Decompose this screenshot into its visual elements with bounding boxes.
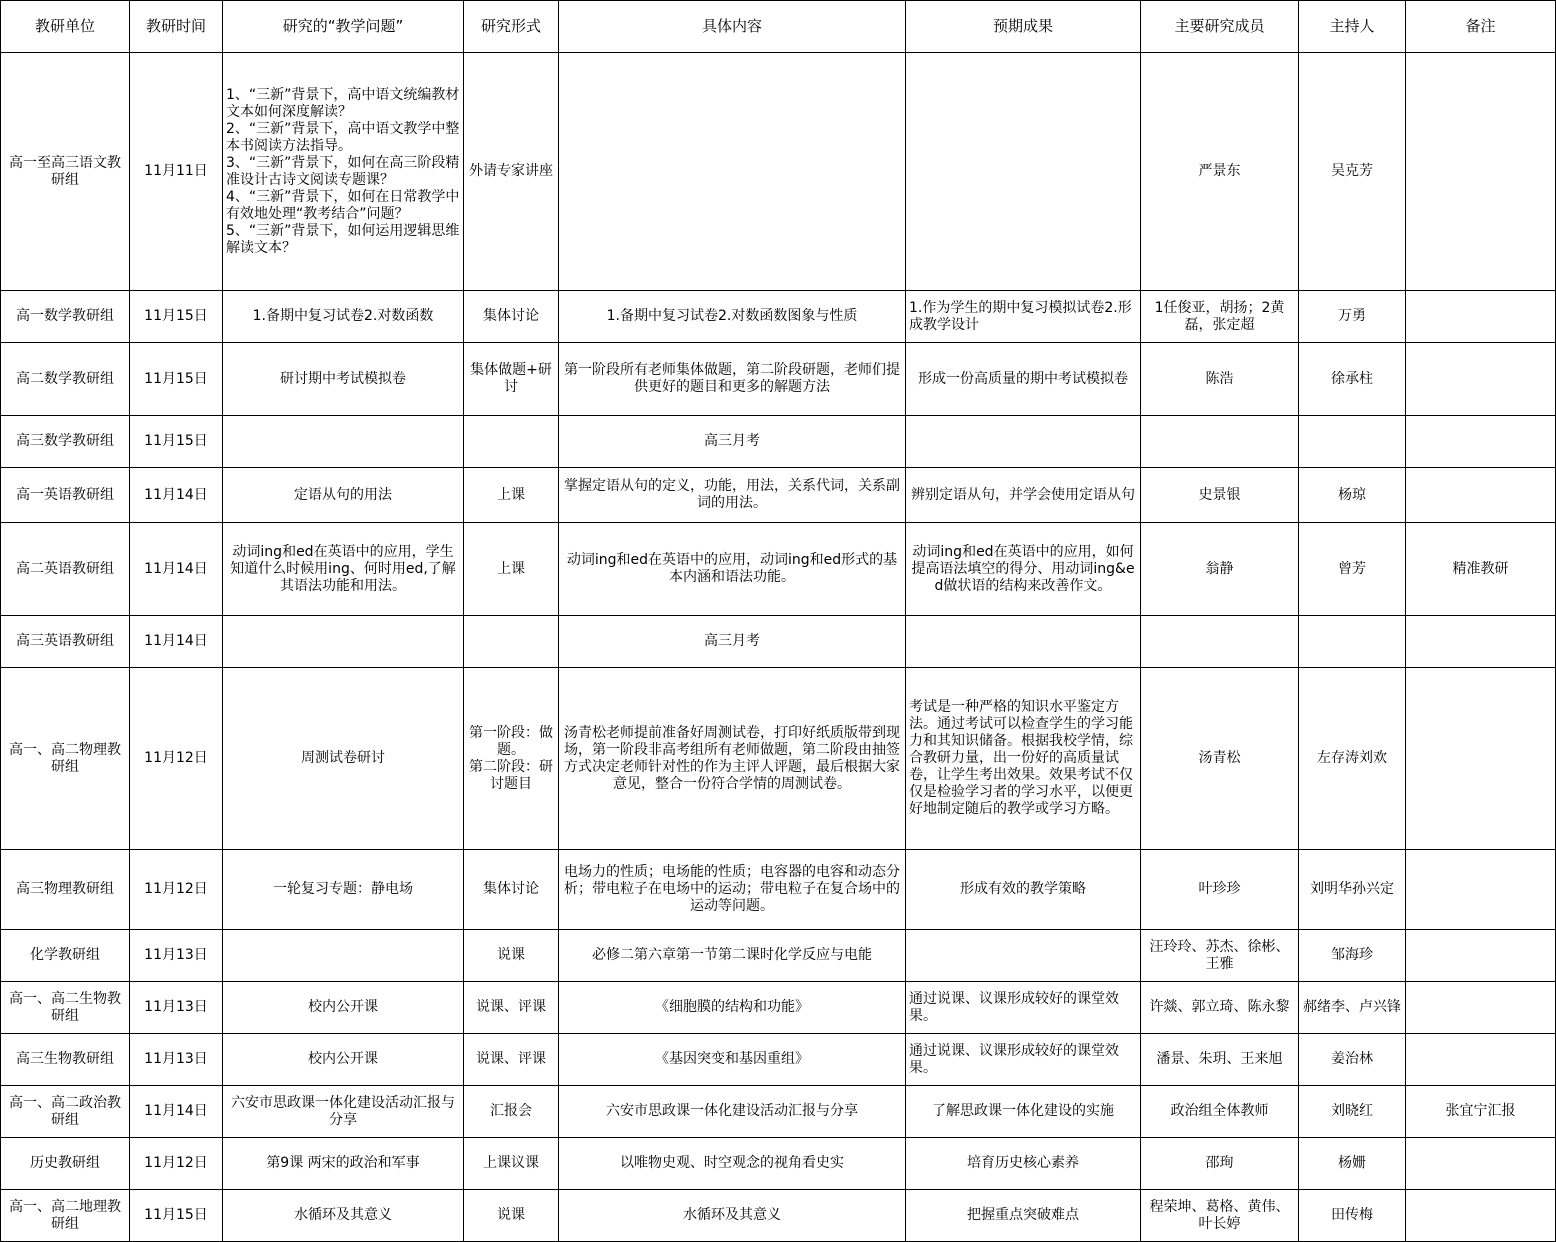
problem-cell: 校内公开课	[223, 1034, 464, 1086]
note-cell	[1406, 291, 1556, 343]
table-row	[1, 53, 1556, 291]
table-row	[1, 1034, 1556, 1086]
header-cell: 备注	[1406, 1, 1556, 53]
table-row	[1, 343, 1556, 416]
note-cell	[1406, 850, 1556, 930]
content-cell: 高三月考	[559, 616, 906, 668]
form-cell: 上课	[464, 468, 559, 523]
unit-cell: 高一数学教研组	[1, 291, 130, 343]
host-cell: 邹海珍	[1299, 930, 1406, 982]
unit-cell: 高二英语教研组	[1, 523, 130, 616]
problem-cell: 水循环及其意义	[223, 1190, 464, 1242]
members-cell: 叶珍珍	[1141, 850, 1299, 930]
problem-cell	[223, 930, 464, 982]
time-cell: 11月13日	[130, 930, 223, 982]
host-cell	[1299, 416, 1406, 468]
problem-cell: 一轮复习专题：静电场	[223, 850, 464, 930]
table-row	[1, 668, 1556, 850]
content-cell: 汤青松老师提前准备好周测试卷，打印好纸质版带到现场，第一阶段非高考组所有老师做题，第二阶段由抽签方式决定老师针对性的作为主评人评题，最后根据大家意见，整合一份符合学情的周测试卷。	[559, 668, 906, 850]
table-row	[1, 468, 1556, 523]
unit-cell: 化学教研组	[1, 930, 130, 982]
time-cell: 11月15日	[130, 1190, 223, 1242]
host-cell: 万勇	[1299, 291, 1406, 343]
content-cell	[559, 53, 906, 291]
content-cell: 高三月考	[559, 416, 906, 468]
outcome-cell: 辨别定语从句，并学会使用定语从句	[906, 468, 1141, 523]
outcome-cell: 把握重点突破难点	[906, 1190, 1141, 1242]
problem-cell: 动词ing和ed在英语中的应用，学生知道什么时候用ing、何时用ed,了解其语法功能和用法。	[223, 523, 464, 616]
note-cell	[1406, 468, 1556, 523]
members-cell	[1141, 616, 1299, 668]
content-cell: 六安市思政课一体化建设活动汇报与分享	[559, 1086, 906, 1138]
members-cell: 政治组全体教师	[1141, 1086, 1299, 1138]
note-cell	[1406, 668, 1556, 850]
time-cell: 11月14日	[130, 1086, 223, 1138]
form-cell	[464, 416, 559, 468]
form-cell: 汇报会	[464, 1086, 559, 1138]
problem-cell: 第9课 两宋的政治和军事	[223, 1138, 464, 1190]
host-cell: 刘晓红	[1299, 1086, 1406, 1138]
unit-cell: 高一、高二地理教研组	[1, 1190, 130, 1242]
host-cell: 田传梅	[1299, 1190, 1406, 1242]
host-cell: 左存涛刘欢	[1299, 668, 1406, 850]
problem-cell: 周测试卷研讨	[223, 668, 464, 850]
problem-cell: 六安市思政课一体化建设活动汇报与分享	[223, 1086, 464, 1138]
outcome-cell: 考试是一种严格的知识水平鉴定方法。通过考试可以检查学生的学习能力和其知识储备。根据我校学情，综合教研力量，出一份好的高质量试卷，让学生考出效果。效果考试不仅仅是检验学习者的学习水平，以便更好地制定随后的教学或学习方略。	[906, 668, 1141, 850]
header-cell: 主持人	[1299, 1, 1406, 53]
header-cell: 教研单位	[1, 1, 130, 53]
time-cell: 11月13日	[130, 982, 223, 1034]
outcome-cell: 动词ing和ed在英语中的应用，如何提高语法填空的得分、用动词ing&ed做状语的结构来改善作文。	[906, 523, 1141, 616]
members-cell: 史景银	[1141, 468, 1299, 523]
header-cell: 主要研究成员	[1141, 1, 1299, 53]
host-cell: 曾芳	[1299, 523, 1406, 616]
time-cell: 11月15日	[130, 291, 223, 343]
problem-cell: 研讨期中考试模拟卷	[223, 343, 464, 416]
members-cell: 程荣坤、葛格、黄伟、叶长婷	[1141, 1190, 1299, 1242]
form-cell: 上课议课	[464, 1138, 559, 1190]
form-cell: 集体讨论	[464, 850, 559, 930]
content-cell: 掌握定语从句的定义，功能，用法，关系代词，关系副词的用法。	[559, 468, 906, 523]
form-cell: 集体做题+研讨	[464, 343, 559, 416]
problem-cell: 1、“三新”背景下，高中语文统编教材文本如何深度解读？ 2、“三新”背景下，高中语文教学中整本书阅读方法指导。 3、“三新”背景下，如何在高三阶段精准设计古诗文阅读专题课？ 4、“三新”背景下，如何在日常教学中有效地处理“教考结合”问题？ 5、“三新”背景下，如何运用逻辑思维解读文本？	[223, 53, 464, 291]
note-cell	[1406, 343, 1556, 416]
unit-cell: 高三英语教研组	[1, 616, 130, 668]
content-cell: 《细胞膜的结构和功能》	[559, 982, 906, 1034]
table-row	[1, 416, 1556, 468]
members-cell: 陈浩	[1141, 343, 1299, 416]
members-cell: 严景东	[1141, 53, 1299, 291]
time-cell: 11月15日	[130, 416, 223, 468]
time-cell: 11月12日	[130, 668, 223, 850]
note-cell	[1406, 1138, 1556, 1190]
time-cell: 11月15日	[130, 343, 223, 416]
header-cell: 教研时间	[130, 1, 223, 53]
problem-cell	[223, 616, 464, 668]
time-cell: 11月14日	[130, 523, 223, 616]
host-cell: 姜治林	[1299, 1034, 1406, 1086]
host-cell: 杨琼	[1299, 468, 1406, 523]
members-cell: 汪玲玲、苏杰、徐彬、王雅	[1141, 930, 1299, 982]
host-cell	[1299, 616, 1406, 668]
note-cell	[1406, 982, 1556, 1034]
host-cell: 刘明华孙兴定	[1299, 850, 1406, 930]
form-cell: 说课	[464, 1190, 559, 1242]
content-cell: 电场力的性质；电场能的性质；电容器的电容和动态分析；带电粒子在电场中的运动；带电粒子在复合场中的运动等问题。	[559, 850, 906, 930]
outcome-cell: 了解思政课一体化建设的实施	[906, 1086, 1141, 1138]
time-cell: 11月12日	[130, 850, 223, 930]
content-cell: 动词ing和ed在英语中的应用，动词ing和ed形式的基本内涵和语法功能。	[559, 523, 906, 616]
note-cell	[1406, 53, 1556, 291]
unit-cell: 高一、高二政治教研组	[1, 1086, 130, 1138]
unit-cell: 历史教研组	[1, 1138, 130, 1190]
outcome-cell: 通过说课、议课形成较好的课堂效果。	[906, 982, 1141, 1034]
form-cell: 说课、评课	[464, 1034, 559, 1086]
unit-cell: 高二数学教研组	[1, 343, 130, 416]
table-row	[1, 982, 1556, 1034]
note-cell: 精准教研	[1406, 523, 1556, 616]
time-cell: 11月14日	[130, 616, 223, 668]
header-cell: 研究的“教学问题”	[223, 1, 464, 53]
problem-cell	[223, 416, 464, 468]
outcome-cell	[906, 616, 1141, 668]
time-cell: 11月14日	[130, 468, 223, 523]
table-row	[1, 1190, 1556, 1242]
host-cell: 杨姗	[1299, 1138, 1406, 1190]
members-cell: 汤青松	[1141, 668, 1299, 850]
content-cell: 必修二第六章第一节第二课时化学反应与电能	[559, 930, 906, 982]
problem-cell: 校内公开课	[223, 982, 464, 1034]
outcome-cell: 1.作为学生的期中复习模拟试卷2.形成教学设计	[906, 291, 1141, 343]
unit-cell: 高一、高二生物教研组	[1, 982, 130, 1034]
note-cell	[1406, 1190, 1556, 1242]
note-cell	[1406, 616, 1556, 668]
note-cell	[1406, 1034, 1556, 1086]
table-row	[1, 850, 1556, 930]
time-cell: 11月11日	[130, 53, 223, 291]
table-row	[1, 1086, 1556, 1138]
outcome-cell: 通过说课、议课形成较好的课堂效果。	[906, 1034, 1141, 1086]
note-cell	[1406, 416, 1556, 468]
members-cell: 许燚、郭立琦、陈永黎	[1141, 982, 1299, 1034]
host-cell: 郝绪李、卢兴锋	[1299, 982, 1406, 1034]
unit-cell: 高三物理教研组	[1, 850, 130, 930]
outcome-cell	[906, 53, 1141, 291]
form-cell: 说课、评课	[464, 982, 559, 1034]
host-cell: 吴克芳	[1299, 53, 1406, 291]
note-cell	[1406, 930, 1556, 982]
form-cell: 说课	[464, 930, 559, 982]
form-cell: 集体讨论	[464, 291, 559, 343]
time-cell: 11月12日	[130, 1138, 223, 1190]
outcome-cell: 培育历史核心素养	[906, 1138, 1141, 1190]
outcome-cell: 形成一份高质量的期中考试模拟卷	[906, 343, 1141, 416]
unit-cell: 高三数学教研组	[1, 416, 130, 468]
table-header-row	[1, 1, 1556, 53]
unit-cell: 高一英语教研组	[1, 468, 130, 523]
problem-cell: 定语从句的用法	[223, 468, 464, 523]
header-cell: 研究形式	[464, 1, 559, 53]
table-row	[1, 616, 1556, 668]
members-cell	[1141, 416, 1299, 468]
table-row	[1, 1138, 1556, 1190]
members-cell: 翁静	[1141, 523, 1299, 616]
table-row	[1, 523, 1556, 616]
content-cell: 以唯物史观、时空观念的视角看史实	[559, 1138, 906, 1190]
form-cell: 上课	[464, 523, 559, 616]
form-cell: 外请专家讲座	[464, 53, 559, 291]
table-row	[1, 291, 1556, 343]
header-cell: 具体内容	[559, 1, 906, 53]
table-row	[1, 930, 1556, 982]
problem-cell: 1.备期中复习试卷2.对数函数	[223, 291, 464, 343]
header-cell: 预期成果	[906, 1, 1141, 53]
time-cell: 11月13日	[130, 1034, 223, 1086]
members-cell: 邵珣	[1141, 1138, 1299, 1190]
host-cell: 徐承柱	[1299, 343, 1406, 416]
unit-cell: 高一至高三语文教研组	[1, 53, 130, 291]
outcome-cell	[906, 416, 1141, 468]
form-cell	[464, 616, 559, 668]
content-cell: 水循环及其意义	[559, 1190, 906, 1242]
content-cell: 《基因突变和基因重组》	[559, 1034, 906, 1086]
content-cell: 第一阶段所有老师集体做题，第二阶段研题，老师们提供更好的题目和更多的解题方法	[559, 343, 906, 416]
members-cell: 1任俊亚，胡扬；2黄磊，张定超	[1141, 291, 1299, 343]
content-cell: 1.备期中复习试卷2.对数函数图象与性质	[559, 291, 906, 343]
outcome-cell: 形成有效的教学策略	[906, 850, 1141, 930]
unit-cell: 高一、高二物理教研组	[1, 668, 130, 850]
unit-cell: 高三生物教研组	[1, 1034, 130, 1086]
outcome-cell	[906, 930, 1141, 982]
members-cell: 潘景、朱玥、王来旭	[1141, 1034, 1299, 1086]
note-cell: 张宜宁汇报	[1406, 1086, 1556, 1138]
form-cell: 第一阶段：做题。 第二阶段：研讨题目	[464, 668, 559, 850]
